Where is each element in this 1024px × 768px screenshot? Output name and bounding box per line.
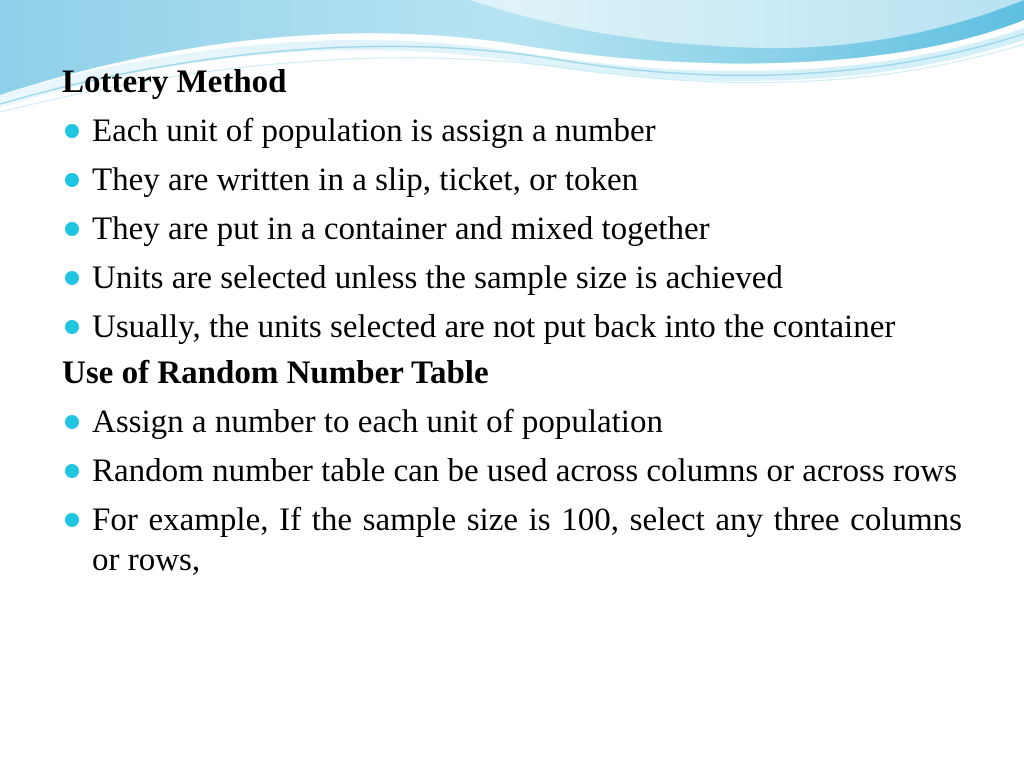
bullet-dot-icon	[65, 320, 79, 334]
bullet-text: Assign a number to each unit of population	[92, 404, 663, 440]
bullet-item	[62, 258, 962, 298]
bullet-item	[62, 500, 962, 580]
section-heading: Lottery Method	[62, 64, 287, 100]
section-lottery-method	[62, 62, 962, 347]
bullet-item	[62, 451, 962, 491]
bullet-dot-icon	[65, 124, 79, 138]
section-heading: Use of Random Number Table	[62, 355, 489, 391]
bullet-item	[62, 160, 962, 200]
section-random-number-table	[62, 353, 962, 580]
bullet-text: Each unit of population is assign a number	[92, 113, 656, 149]
bullet-text: They are written in a slip, ticket, or token	[92, 162, 639, 198]
bullet-item	[62, 307, 962, 347]
bullet-dot-icon	[65, 415, 79, 429]
bullet-list	[62, 111, 962, 347]
bullet-list	[62, 402, 962, 580]
bullet-dot-icon	[65, 464, 79, 478]
bullet-dot-icon	[65, 271, 79, 285]
bullet-text: Units are selected unless the sample size is achieved	[92, 260, 783, 296]
bullet-item	[62, 209, 962, 249]
bullet-dot-icon	[65, 222, 79, 236]
bullet-item	[62, 402, 962, 442]
bullet-text: They are put in a container and mixed together	[92, 211, 710, 247]
bullet-text: Random number table can be used across columns or across rows	[92, 453, 958, 489]
bullet-text: Usually, the units selected are not put back into the container	[92, 309, 896, 345]
bullet-text: For example, If the sample size is 100, select any three columns or rows,	[92, 502, 962, 578]
bullet-item	[62, 111, 962, 151]
bullet-dot-icon	[65, 173, 79, 187]
slide-content	[62, 62, 962, 580]
bullet-dot-icon	[65, 513, 79, 527]
